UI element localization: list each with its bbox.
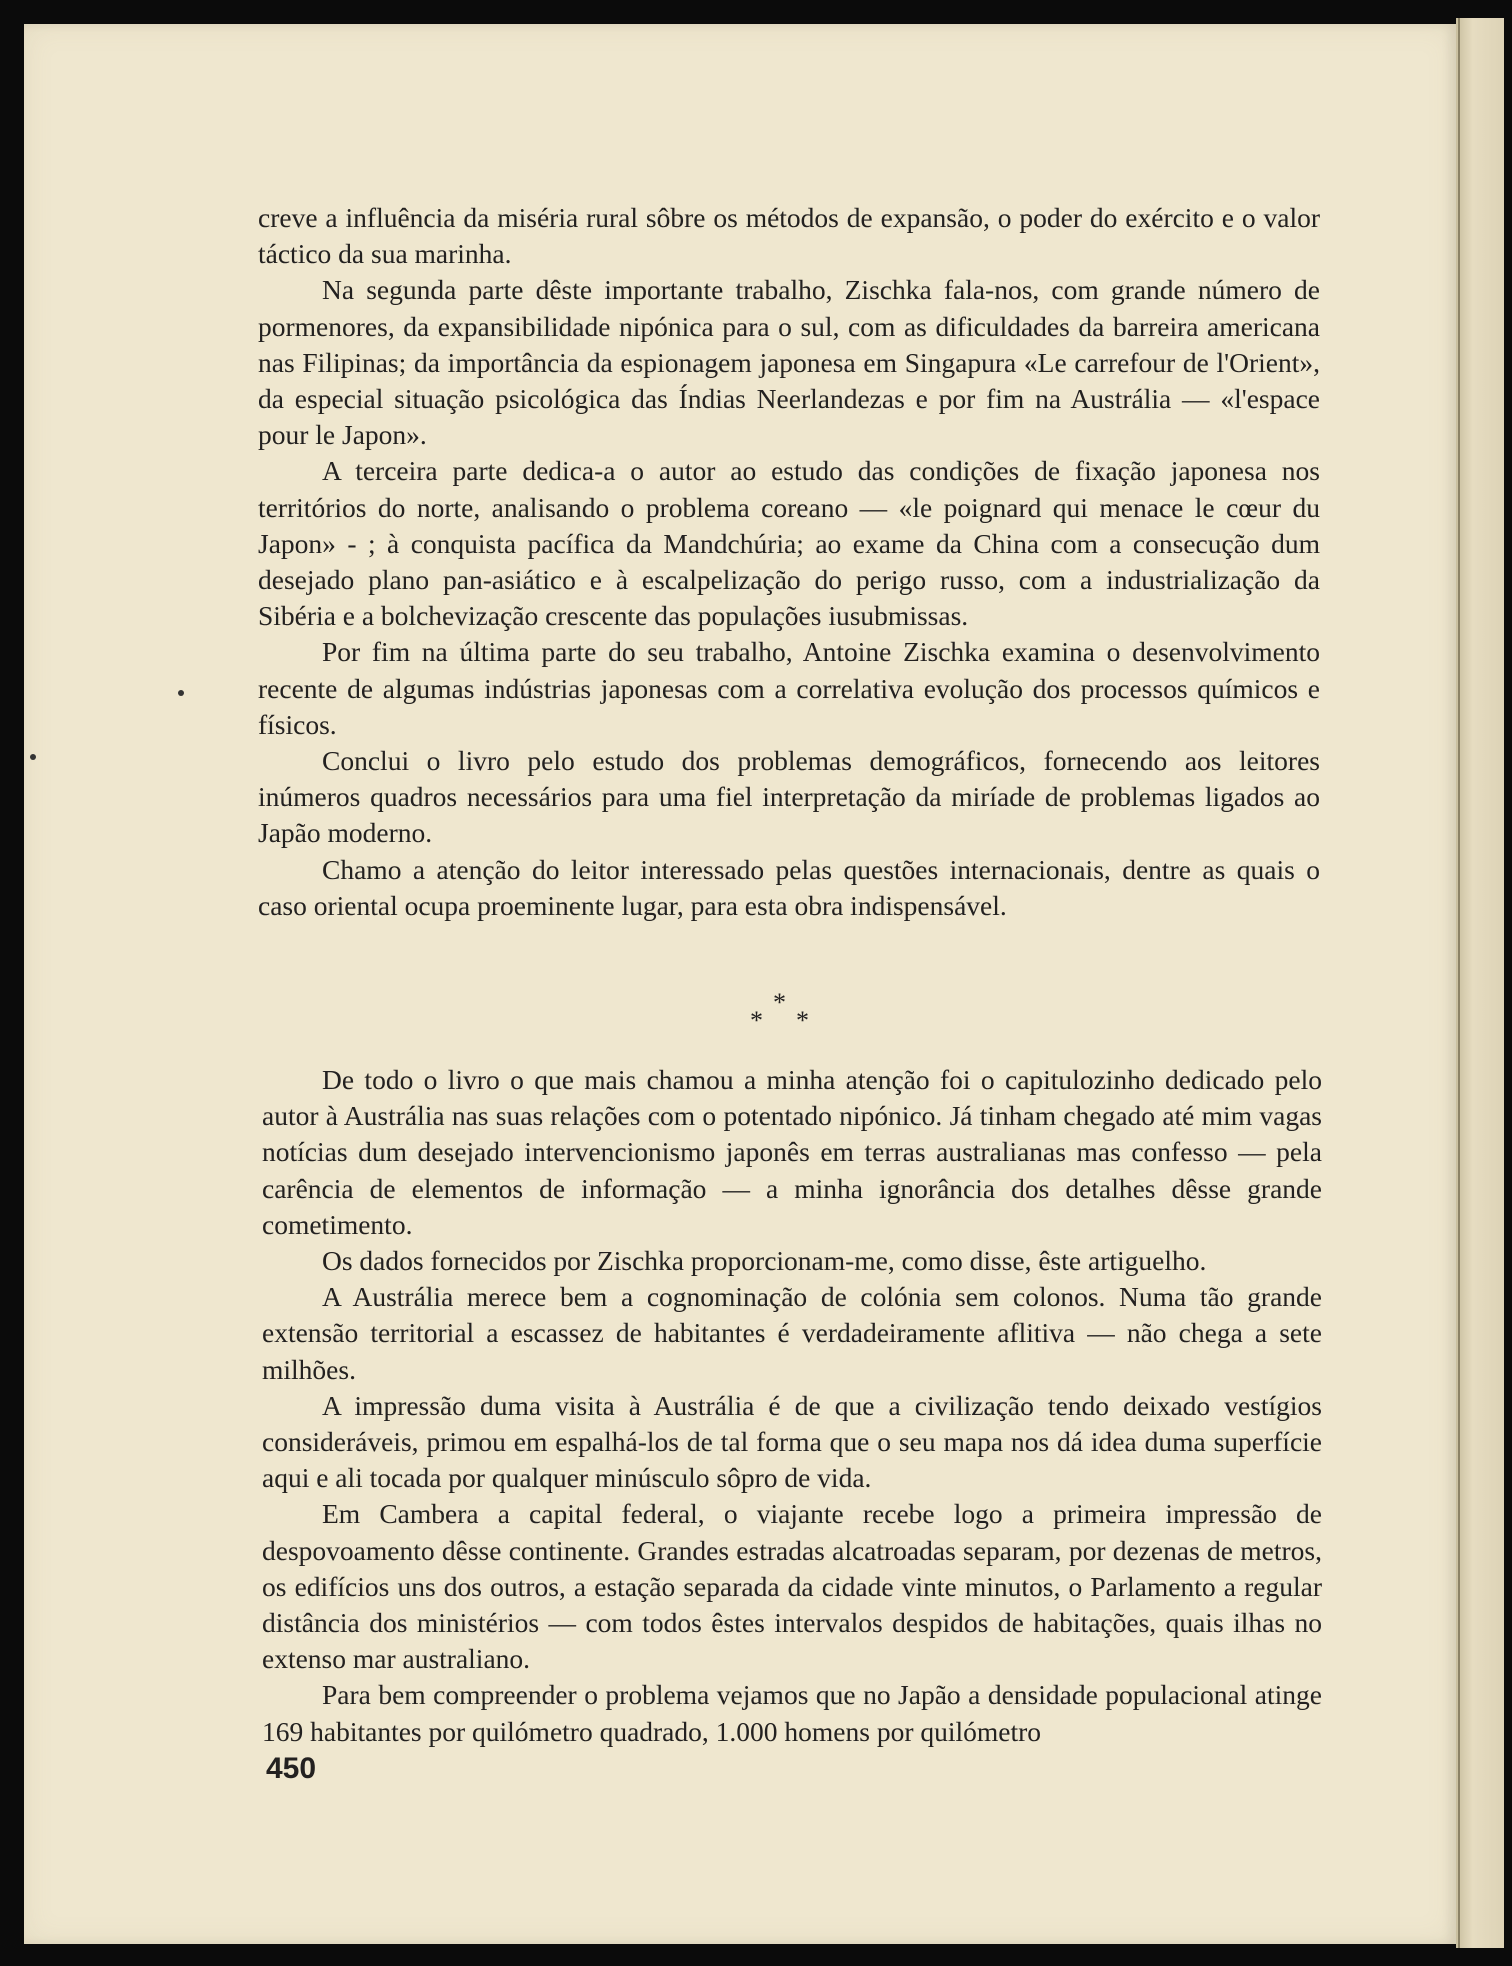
paragraph: Por fim na última parte do seu trabalho, Antoine Zischka examina o desenvolvimento recente de algumas indústrias japonesas com a correlativa evolução dos processos químicos e físicos. — [258, 636, 1320, 740]
paragraph: Em Cambera a capital federal, o viajante recebe logo a primeira impressão de despovoamento dêsse continente. Grandes estradas alcatroadas separam, por dezenas de metros, os edifícios uns dos outros, a estação separada da cidade vinte minutos, o Parlamento a regular distância dos ministérios — com todos êstes intervalos despidos de habitações, quais ilhas no extenso mar australiano. — [262, 1498, 1322, 1675]
page-edge-line — [1458, 18, 1460, 1948]
separator-star: * — [773, 988, 786, 1017]
margin-mark — [30, 754, 36, 760]
paragraph: Chamo a atenção do leitor interessado pelas questões internacionais, dentre as quais o caso oriental ocupa proeminente lugar, para esta obra indispensável. — [258, 853, 1320, 921]
page-edge — [1456, 18, 1504, 1948]
separator-star: * — [750, 1006, 763, 1035]
paragraph: A Austrália merece bem a cognominação de colónia sem colonos. Numa tão grande extensão territorial a escassez de habitantes é verdadeiramente aflitiva — não chega a sete milhões. — [262, 1281, 1322, 1385]
section-1-text — [258, 200, 1320, 924]
paragraph: creve a influência da miséria rural sôbre os métodos de expansão, o poder do exército e o valor táctico da sua marinha. — [258, 202, 1320, 270]
paragraph: Para bem compreender o problema vejamos que no Japão a densidade populacional atinge 169 habitantes por quilómetro quadrado, 1.000 homens por quilómetro — [262, 1679, 1322, 1747]
section-separator — [740, 988, 820, 1035]
section-2-text — [262, 1062, 1322, 1750]
page-number: 450 — [266, 1752, 317, 1785]
separator-star: * — [796, 1006, 809, 1035]
paragraph: Conclui o livro pelo estudo dos problemas demográficos, fornecendo aos leitores inúmeros quadros necessários para uma fiel interpretação da miríade de problemas ligados ao Japão moderno. — [258, 745, 1320, 849]
paragraph: Na segunda parte dêste importante trabalho, Zischka fala-nos, com grande número de pormenores, da expansibilidade nipónica para o sul, com as dificuldades da barreira americana nas Filipinas; da importância da espionagem japonesa em Singapura «Le carrefour de l'Orient», da especial situação psicológica das Índias Neerlandezas e por fim na Austrália — «l'espace pour le Japon». — [258, 274, 1320, 451]
margin-mark — [178, 690, 184, 696]
paragraph: A terceira parte dedica-a o autor ao estudo das condições de fixação japonesa nos territórios do norte, analisando o problema coreano — «le poignard qui menace le cœur du Japon» - ; à conquista pacífica da Mandchúria; ao exame da China com a consecução dum desejado plano pan-asiático e à escalpelização do perigo russo, com a industrialização da Sibéria e a bolchevização crescente das populações iusubmissas. — [258, 455, 1320, 632]
paragraph: De todo o livro o que mais chamou a minha atenção foi o capitulozinho dedicado pelo autor à Austrália nas suas relações com o potentado nipónico. Já tinham chegado até mim vagas notícias dum desejado intervencionismo japonês em terras australianas mas confesso — pela carência de elementos de informação — a minha ignorância dos detalhes dêsse grande cometimento. — [262, 1064, 1322, 1240]
paragraph: A impressão duma visita à Austrália é de que a civilização tendo deixado vestígios consideráveis, primou em espalhá-los de tal forma que o seu mapa nos dá idea duma superfície aqui e ali tocada por qualquer minúsculo sôpro de vida. — [262, 1389, 1322, 1494]
paragraph: Os dados fornecidos por Zischka proporcionam-me, como disse, êste artiguelho. — [322, 1245, 1207, 1277]
